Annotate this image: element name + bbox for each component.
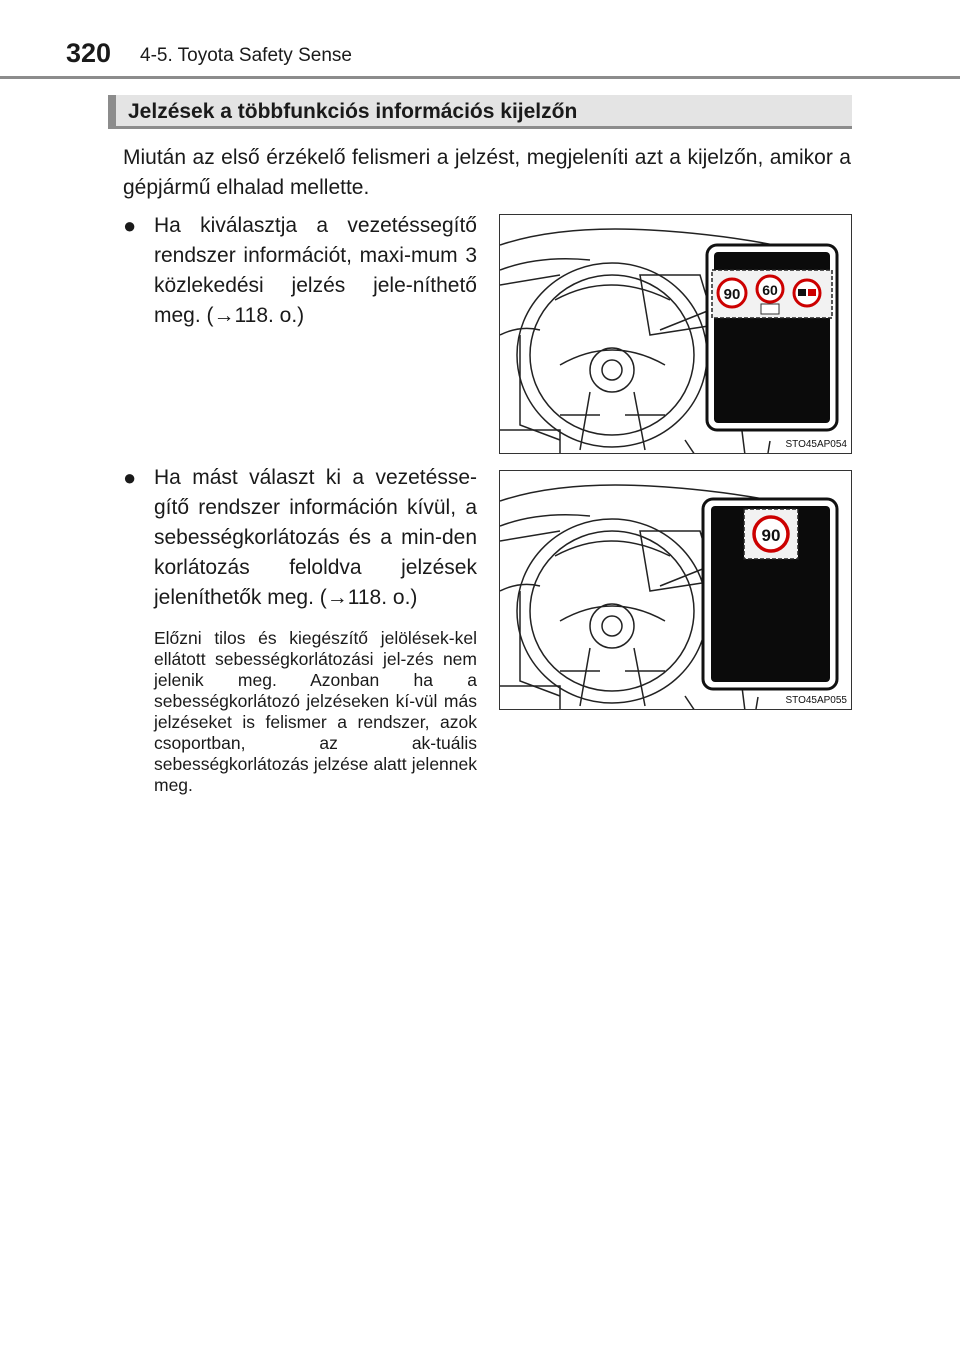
dashboard-illustration [500, 471, 852, 710]
figure-code: STO45AP054 [785, 439, 847, 450]
page-number: 320 [66, 38, 112, 68]
speed-sign-90: 90 [761, 526, 781, 545]
figure-dashboard-one-sign [499, 470, 852, 710]
section-title: Jelzések a többfunkciós információs kijelzőn [128, 100, 578, 123]
note-paragraph: Előzni tilos és kiegészítő jelölések-kel ellátott sebességkorlátozási jel-zés nem jelenik meg. Azonban ha a sebességkorlátozó jelzéseken kí-vül más jelzéseket is felismer a rendszer, azok csoportban, az ak-tuális sebességkorlátozás jelzése alatt jelennek meg. [154, 628, 477, 795]
section-heading [108, 95, 852, 129]
no-overtaking-sign-icon [794, 280, 820, 306]
weather-plate-icon [761, 304, 779, 314]
chapter-title: 4-5. Toyota Safety Sense [140, 45, 352, 66]
bullet-text-2: Ha mást választ ki a vezetésse-gítő rendszer információn kívül, a sebességkorlátozás és a min-den korlátozás feloldva jelzések jeleníthetők meg. (→118. o.) [154, 466, 477, 609]
dashboard-illustration [500, 215, 852, 454]
speed-sign-60: 60 [762, 282, 778, 298]
speed-sign-90: 90 [723, 286, 741, 303]
bullet-icon: ● [123, 465, 137, 490]
intro-paragraph: Miután az első érzékelő felismeri a jelzést, megjeleníti azt a kijelzőn, amikor a gépjármű elhalad mellette. [123, 146, 851, 199]
figure-code: STO45AP055 [785, 695, 847, 706]
figure-dashboard-three-signs [499, 214, 852, 454]
bullet-icon: ● [123, 213, 137, 238]
bullet-text-1: Ha kiválasztja a vezetéssegítő rendszer információt, maxi-mum 3 közlekedési jelzés jele-níthető meg. (→118. o.) [154, 214, 477, 327]
header-divider [0, 76, 960, 79]
